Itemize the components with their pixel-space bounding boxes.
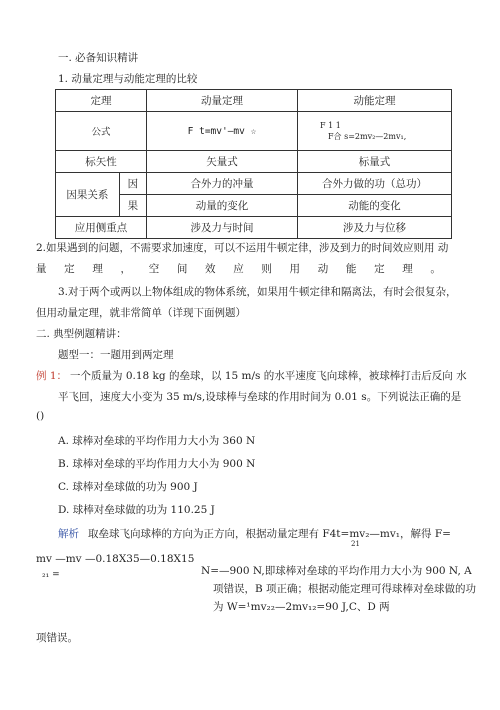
justified-char: 定 (374, 263, 385, 275)
energy-formula-top: F 1 1 (320, 121, 341, 130)
justified-char: 效 (205, 263, 216, 275)
example-text-line-3: () (36, 410, 45, 422)
note-3-line-1: 3.对于两个或两以上物体组成的物体系统，如果用牛顿定律和隔离法，有时会很复杂， (58, 286, 457, 298)
table-cell: 动能的变化 (298, 195, 452, 217)
note-2-line-1: 2.如果遇到的问题，不需要求加速度，可以不运用牛顿定律，涉及到力的时间效应则用 动 (36, 242, 449, 254)
energy-formula (298, 112, 452, 151)
example-text-line-2: 平飞回，速度大小变为 35 m/s,设球棒与垒球的作用时间为 0.01 s。下列说法正确的是 (58, 391, 462, 403)
table-header-cell: 定理 (56, 90, 147, 112)
justified-char: 理 (402, 263, 413, 275)
justified-char: 。 (430, 263, 441, 275)
justified-char: 能 (345, 263, 357, 275)
comparison-subheading: 1. 动量定理与动能定理的比较 (58, 73, 198, 85)
table-row (56, 151, 452, 173)
justified-char: 则 (261, 263, 272, 275)
solution-end: 项错误。 (36, 632, 78, 644)
solution-line-1-subscript: 21 (351, 540, 360, 548)
table-row (56, 173, 452, 195)
table-header-row (56, 90, 452, 112)
justified-char: ， (120, 263, 132, 275)
justified-char: 理 (92, 263, 103, 275)
section-heading-1: 一. 必备知识精讲 (58, 52, 139, 64)
note-2-line-2 (36, 261, 441, 276)
momentum-formula: F t=mv'—mv ☆ (147, 112, 298, 151)
row-label: 公式 (56, 112, 147, 151)
solution-label: 解析 (58, 528, 79, 540)
example-label: 例 1： (36, 370, 68, 382)
justified-char: 间 (176, 263, 188, 275)
solution-line-1: 取垒球飞向球棒的方向为正方向，根据动量定理有 F4t=mv₂—mv₁，解得 F= (88, 528, 451, 540)
justified-char: 定 (64, 263, 75, 275)
table-cell: 涉及力与位移 (298, 217, 452, 239)
row-label: 因果关系 (56, 173, 120, 217)
topic-heading: 题型一：一题用到两定理 (58, 349, 174, 361)
comparison-table (55, 89, 452, 239)
table-row (56, 217, 452, 239)
justified-char: 量 (36, 263, 47, 275)
solution-fraction-denominator: ₂₁ = (42, 570, 60, 580)
table-row (56, 112, 452, 151)
row-label: 应用侧重点 (56, 217, 147, 239)
justified-char: 应 (233, 263, 244, 275)
table-cell: 标量式 (298, 151, 452, 173)
table-cell: 合外力的冲量 (147, 173, 298, 195)
table-cell: 矢量式 (147, 151, 298, 173)
row-sublabel: 因 (119, 173, 146, 195)
option-c: C. 球棒对垒球做的功为 900 J (58, 481, 198, 493)
solution-fraction-numerator: mv —mv —0.18X35—0.18X15 (36, 553, 195, 565)
option-d: D. 球棒对垒球做的功为 110.25 J (58, 504, 215, 516)
justified-char: 空 (148, 263, 160, 275)
note-3-line-2: 但用动量定理，就非常简单（详现下面例题） (36, 307, 246, 319)
example-text-line-1: 一个质量为 0.18 kg 的垒球，以 15 m/s 的水平速度飞向球棒，被球棒打击后反向 水 (70, 370, 467, 382)
table-cell: 涉及力与时间 (147, 217, 298, 239)
table-header-cell: 动能定理 (298, 90, 452, 112)
justified-char: 动 (317, 263, 329, 275)
table-header-cell: 动量定理 (147, 90, 298, 112)
row-sublabel: 果 (119, 195, 146, 217)
table-cell: 合外力做的功（总功） (298, 173, 452, 195)
row-label: 标矢性 (56, 151, 147, 173)
solution-line-2: N=—900 N,即球棒对垒球的平均作用力大小为 900 N, A (201, 565, 472, 577)
option-a: A. 球棒对垒球的平均作用力大小为 360 N (58, 435, 256, 447)
section-heading-2: 二. 典型例题精讲： (36, 328, 127, 340)
justified-char: 用 (289, 263, 301, 275)
table-cell: 动量的变化 (147, 195, 298, 217)
option-b: B. 球棒对垒球的平均作用力大小为 900 N (58, 458, 256, 470)
energy-formula-bottom: F合 s=2mv₂—2mv₁, (328, 132, 407, 141)
solution-line-4: 为 W=¹mv₂₂—2mv₁₂=90 J,C、D 两 (213, 601, 390, 613)
solution-line-3: 项错误，B 项正确；根据动能定理可得球棒对垒球做的功 (213, 583, 477, 595)
